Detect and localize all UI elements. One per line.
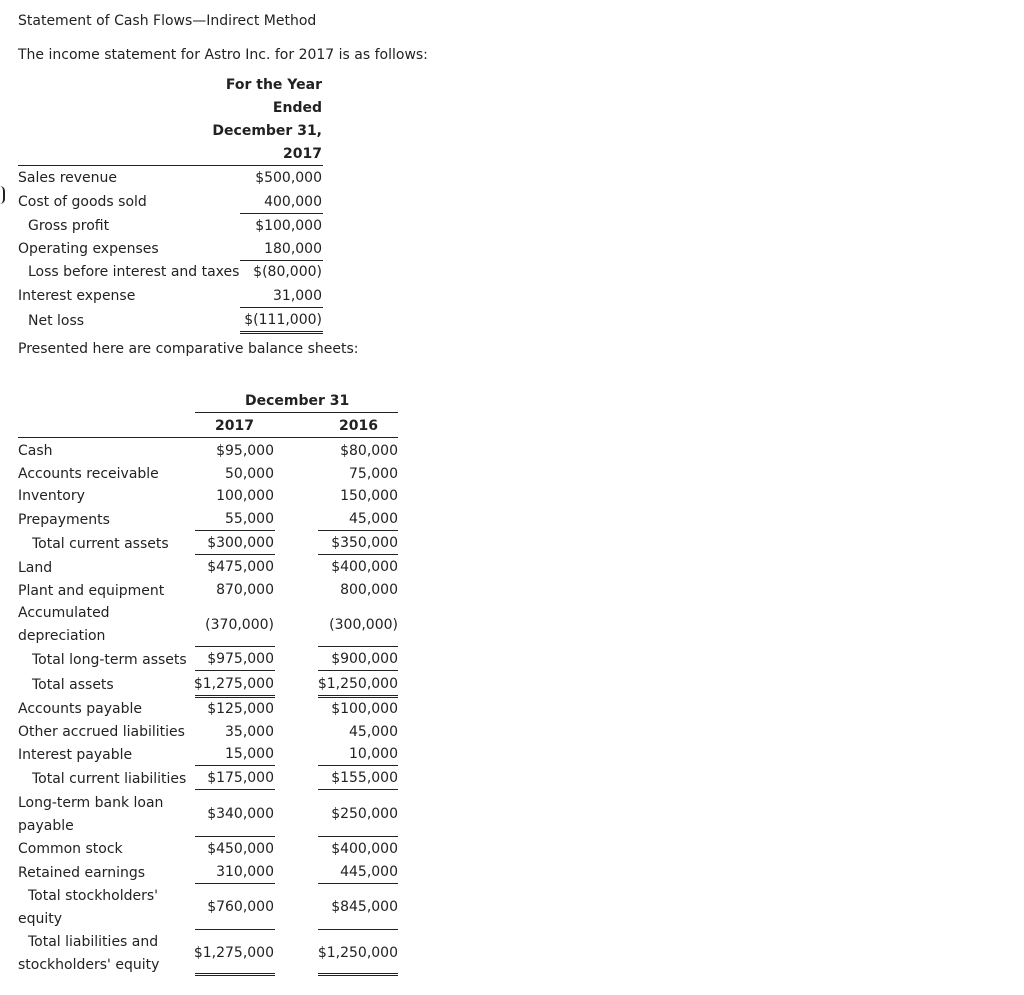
income-label-sales: Sales revenue — [18, 170, 118, 186]
balance-rule — [195, 765, 275, 766]
balance-2017-inventory: 100,000 — [216, 488, 274, 504]
balance-2017-lt-loan: $340,000 — [207, 806, 274, 822]
balance-label-total-current-liab: Total current liabilities — [32, 771, 187, 787]
balance-2017-total-assets: $1,275,000 — [193, 676, 274, 692]
balance-2016-accum-dep: (300,000) — [329, 617, 398, 633]
income-value-cogs: 400,000 — [264, 194, 322, 210]
balance-2017-plant: 870,000 — [216, 582, 274, 598]
balance-col-2017: 2017 — [215, 418, 254, 434]
balance-2016-total-le: $1,250,000 — [317, 945, 398, 961]
balance-header-rule — [195, 412, 398, 413]
balance-label-interest-payable: Interest payable — [18, 747, 133, 763]
balance-label-total-se-2: equity — [18, 911, 63, 927]
balance-2016-interest-payable: 10,000 — [349, 746, 398, 762]
intro-text: The income statement for Astro Inc. for 2017 is as follows: — [18, 47, 428, 63]
balance-rule — [195, 554, 275, 555]
balance-2017-common-stock: $450,000 — [207, 841, 274, 857]
income-value-operating-expenses: 180,000 — [264, 241, 322, 257]
income-label-net-loss: Net loss — [28, 313, 85, 329]
income-label-cogs: Cost of goods sold — [18, 194, 147, 210]
balance-2017-total-se: $760,000 — [207, 899, 274, 915]
balance-2017-cash: $95,000 — [216, 443, 274, 459]
balance-2016-lt-loan: $250,000 — [331, 806, 398, 822]
balance-2017-ap: $125,000 — [207, 701, 274, 717]
balance-double-rule — [195, 695, 275, 698]
balance-intro-text: Presented here are comparative balance sheets: — [18, 341, 359, 357]
income-rule — [240, 260, 323, 261]
balance-rule — [318, 765, 398, 766]
balance-rule — [318, 836, 398, 837]
balance-2016-prepayments: 45,000 — [349, 511, 398, 527]
balance-2016-total-lt-assets: $900,000 — [331, 651, 398, 667]
income-label-operating-expenses: Operating expenses — [18, 241, 159, 257]
balance-2017-other-accrued: 35,000 — [225, 724, 274, 740]
income-header-line-1: For the Year — [225, 77, 322, 93]
balance-rule — [318, 883, 398, 884]
balance-2017-total-le: $1,275,000 — [193, 945, 274, 961]
balance-2017-accum-dep: (370,000) — [205, 617, 274, 633]
page-title: Statement of Cash Flows—Indirect Method — [18, 13, 317, 29]
balance-label-ar: Accounts receivable — [18, 466, 159, 482]
balance-double-rule — [318, 973, 398, 976]
balance-2016-total-current-assets: $350,000 — [331, 535, 398, 551]
balance-rule — [195, 670, 275, 671]
balance-rule — [318, 670, 398, 671]
balance-label-inventory: Inventory — [18, 488, 85, 504]
income-label-gross-profit: Gross profit — [28, 218, 110, 234]
balance-2017-total-lt-assets: $975,000 — [207, 651, 274, 667]
income-label-interest-expense: Interest expense — [18, 288, 136, 304]
balance-rule — [318, 554, 398, 555]
balance-2016-inventory: 150,000 — [340, 488, 398, 504]
balance-double-rule — [318, 695, 398, 698]
balance-double-rule — [195, 973, 275, 976]
income-value-net-loss: $(111,000) — [244, 312, 322, 328]
balance-2016-total-current-liab: $155,000 — [331, 770, 398, 786]
balance-label-total-se-1: Total stockholders' — [28, 888, 159, 904]
balance-label-total-assets: Total assets — [32, 677, 114, 693]
balance-2016-ap: $100,000 — [331, 701, 398, 717]
balance-2017-land: $475,000 — [207, 559, 274, 575]
income-value-sales: $500,000 — [255, 170, 322, 186]
balance-rule — [195, 789, 275, 790]
balance-rule — [195, 836, 275, 837]
balance-2017-retained: 310,000 — [216, 864, 274, 880]
balance-label-total-current-assets: Total current assets — [32, 536, 169, 552]
balance-2017-interest-payable: 15,000 — [225, 746, 274, 762]
income-value-gross-profit: $100,000 — [255, 218, 322, 234]
income-rule — [240, 307, 323, 308]
balance-label-cash: Cash — [18, 443, 53, 459]
balance-2017-ar: 50,000 — [225, 466, 274, 482]
income-header-rule — [18, 165, 323, 166]
balance-label-total-le-2: stockholders' equity — [18, 957, 160, 973]
balance-2016-other-accrued: 45,000 — [349, 724, 398, 740]
balance-rule — [195, 929, 275, 930]
balance-label-accum-dep-1: Accumulated — [18, 605, 110, 621]
income-label-loss-before: Loss before interest and taxes — [28, 264, 240, 280]
balance-label-total-lt-assets: Total long-term assets — [32, 652, 187, 668]
balance-2016-cash: $80,000 — [340, 443, 398, 459]
balance-label-common-stock: Common stock — [18, 841, 123, 857]
balance-2017-total-current-liab: $175,000 — [207, 770, 274, 786]
balance-rule — [318, 530, 398, 531]
balance-2016-land: $400,000 — [331, 559, 398, 575]
balance-2017-prepayments: 55,000 — [225, 511, 274, 527]
balance-2016-total-assets: $1,250,000 — [317, 676, 398, 692]
balance-rule — [318, 646, 398, 647]
income-header-line-3: December 31, — [212, 123, 322, 139]
balance-label-lt-loan-1: Long-term bank loan — [18, 795, 164, 811]
balance-rule — [195, 646, 275, 647]
balance-column-rule — [18, 437, 398, 438]
balance-2017-total-current-assets: $300,000 — [207, 535, 274, 551]
balance-rule — [195, 530, 275, 531]
income-header-line-4: 2017 — [283, 146, 322, 162]
balance-label-land: Land — [18, 560, 53, 576]
balance-label-plant: Plant and equipment — [18, 583, 165, 599]
balance-2016-total-se: $845,000 — [331, 899, 398, 915]
balance-2016-retained: 445,000 — [340, 864, 398, 880]
income-header-line-2: Ended — [272, 100, 322, 116]
income-rule — [240, 213, 323, 214]
balance-rule — [195, 883, 275, 884]
balance-2016-ar: 75,000 — [349, 466, 398, 482]
balance-label-accum-dep-2: depreciation — [18, 628, 106, 644]
balance-rule — [318, 929, 398, 930]
balance-label-ap: Accounts payable — [18, 701, 142, 717]
income-double-rule — [240, 331, 323, 334]
balance-rule — [318, 789, 398, 790]
balance-label-total-le-1: Total liabilities and — [28, 934, 159, 950]
balance-group-header: December 31 — [245, 393, 350, 409]
left-edge-bracket — [0, 186, 5, 204]
balance-col-2016: 2016 — [339, 418, 378, 434]
balance-2016-plant: 800,000 — [340, 582, 398, 598]
balance-label-retained: Retained earnings — [18, 865, 146, 881]
balance-2016-common-stock: $400,000 — [331, 841, 398, 857]
balance-label-prepayments: Prepayments — [18, 512, 110, 528]
income-value-interest-expense: 31,000 — [273, 288, 322, 304]
balance-label-lt-loan-2: payable — [18, 818, 74, 834]
income-value-loss-before: $(80,000) — [253, 264, 322, 280]
balance-label-other-accrued: Other accrued liabilities — [18, 724, 185, 740]
